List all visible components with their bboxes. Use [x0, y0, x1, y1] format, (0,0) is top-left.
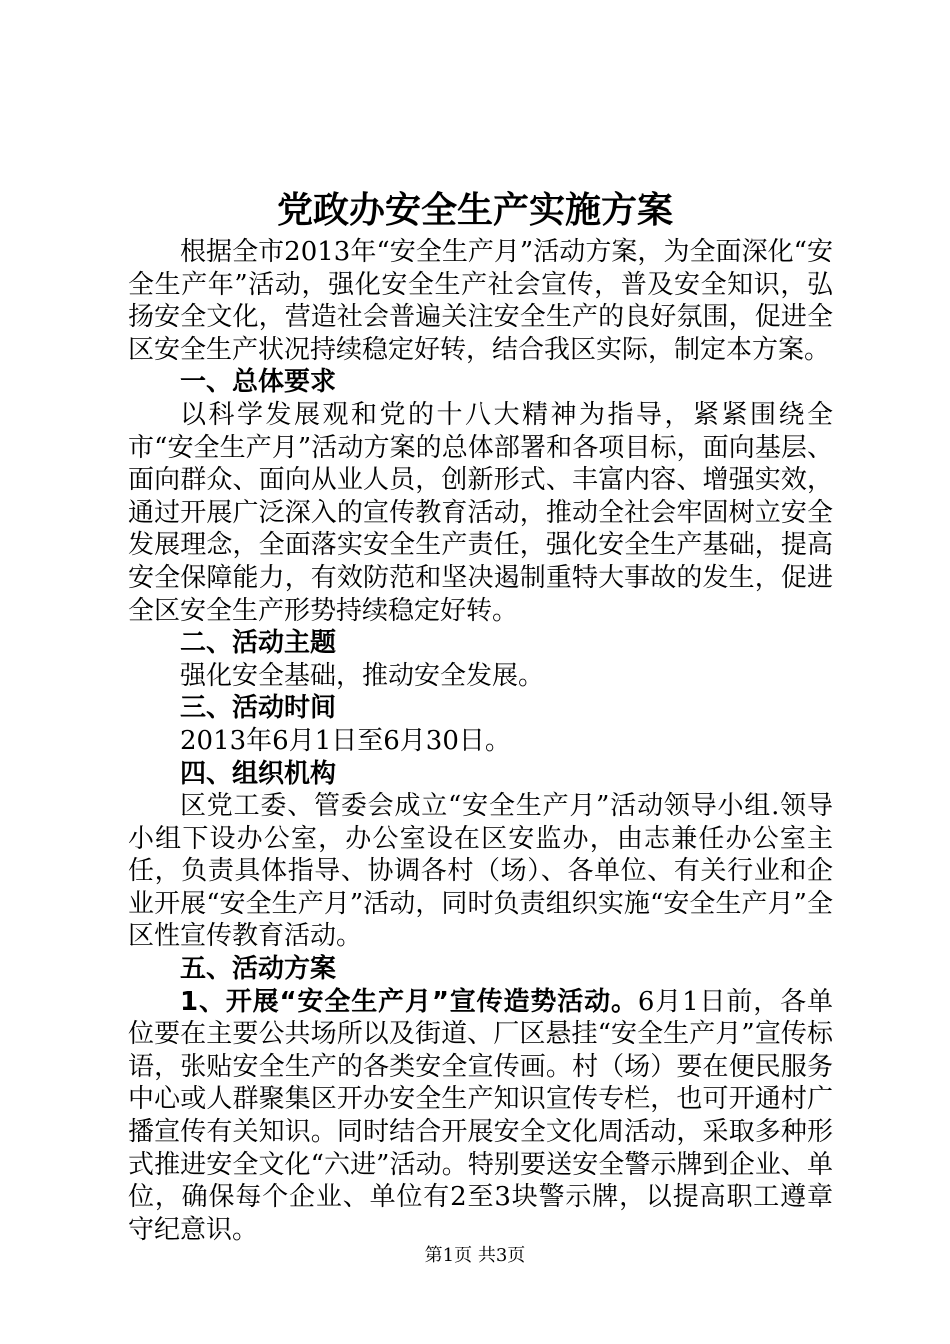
section-text-organization: 区党工委、管委会成立“安全生产月”活动领导小组.领导小组下设办公室，办公室设在区安监办，由志兼任办公室主任，负责具体指导、协调各村（场）、各单位、有关行业和企业开展“安全生产月”活动，同时负责组织实施“安全生产月”全区性宣传教育活动。	[128, 791, 833, 952]
section-heading-activity-theme: 二、活动主题	[180, 628, 337, 659]
plan-item-text: 6月1日前，各单位要在主要公共场所以及街道、厂区悬挂“安全生产月”宣传标语，张贴安全生产的各类安全宣传画。村（场）要在便民服务中心或人群聚集区开办安全生产知识宣传专栏，也可开通村广播宣传有关知识。同时结合开展安全文化周活动，采取多种形式推进安全文化“六进”活动。特别要送安全警示牌到企业、单位，确保每个企业、单位有2至3块警示牌，以提高职工遵章守纪意识。	[128, 986, 833, 1245]
intro-paragraph: 根据全市2013年“安全生产月”活动方案，为全面深化“安全生产年”活动，强化安全生产社会宣传，普及安全知识，弘扬安全文化，营造社会普遍关注安全生产的良好氛围，促进全区安全生产状况持续稳定好转，结合我区实际，制定本方案。	[128, 237, 833, 365]
section-heading-organization: 四、组织机构	[180, 758, 337, 789]
section-text-activity-plan	[128, 986, 833, 1247]
section-heading-activity-time: 三、活动时间	[180, 693, 337, 724]
section-heading-activity-plan: 五、活动方案	[180, 954, 337, 985]
document-title: 党政办安全生产实施方案	[276, 189, 673, 231]
plan-item-lead: 1、开展“安全生产月”宣传造势活动。	[180, 986, 638, 1017]
section-text-general-requirements: 以科学发展观和党的十八大精神为指导，紧紧围绕全市“安全生产月”活动方案的总体部署和各项目标，面向基层、面向群众、面向从业人员，创新形式、丰富内容、增强实效，通过开展广泛深入的宣传教育活动，推动全社会牢固树立安全发展理念，全面落实安全生产责任，强化安全生产基础，提高安全保障能力，有效防范和坚决遏制重特大事故的发生，促进全区安全生产形势持续稳定好转。	[128, 399, 833, 626]
document-body	[128, 236, 833, 1246]
section-text-activity-theme: 强化安全基础，推动安全发展。	[180, 660, 545, 691]
page-footer: 第1页 共3页	[424, 1245, 526, 1266]
section-heading-general-requirements: 一、总体要求	[180, 367, 337, 398]
section-text-activity-time: 2013年6月1日至6月30日。	[180, 725, 511, 756]
